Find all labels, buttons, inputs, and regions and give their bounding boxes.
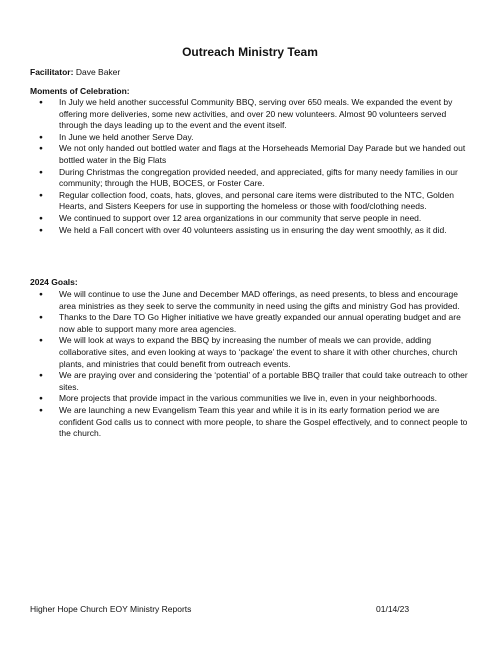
list-item: ● We are launching a new Evangelism Team this year and while it is in its early formation period we are confident God calls us to connect with more people, to share the Gospel effectively, and to connect people to the church. bbox=[30, 405, 470, 440]
goals-list bbox=[30, 289, 470, 440]
footer-left: Higher Hope Church EOY Ministry Reports bbox=[30, 604, 192, 614]
facilitator-label: Facilitator: bbox=[30, 67, 74, 77]
list-item: ● During Christmas the congregation provided needed, and appreciated, gifts for many needy families in our community; through the HUB, BOCES, or Foster Care. bbox=[30, 167, 470, 190]
facilitator-line bbox=[30, 67, 120, 77]
list-item: ● Thanks to the Dare TO Go Higher initiative we have greatly expanded our annual operating budget and are now able to support many more area agencies. bbox=[30, 312, 470, 335]
page-title: Outreach Ministry Team bbox=[182, 45, 318, 59]
facilitator-name: Dave Baker bbox=[75, 67, 121, 77]
list-item: ● Regular collection food, coats, hats, gloves, and personal care items were distributed to the NTC, Golden Hearts, and Sisters Keepers for use in supporting the homeless or those with food/clothing needs. bbox=[30, 190, 470, 213]
list-item: ● We held a Fall concert with over 40 volunteers assisting us in ensuring the day went smoothly, as it did. bbox=[30, 225, 470, 237]
list-item: ● More projects that provide impact in the various communities we live in, even in your neighborhoods. bbox=[30, 393, 470, 405]
list-item: ● In June we held another Serve Day. bbox=[30, 132, 470, 144]
goals-heading: 2024 Goals: bbox=[30, 277, 78, 287]
list-item: ● We not only handed out bottled water and flags at the Horseheads Memorial Day Parade but we handed out bottled water in the Big Flats bbox=[30, 143, 470, 166]
list-item: ● In July we held another successful Community BBQ, serving over 650 meals. We expanded the event by offering more deliveries, some new activities, and over 20 new volunteers. Almost 90 volunteers served through the days leading up to the event and the event itself. bbox=[30, 97, 470, 132]
celebration-heading: Moments of Celebration: bbox=[30, 86, 130, 96]
list-item: ● We continued to support over 12 area organizations in our community that serve people in need. bbox=[30, 213, 470, 225]
footer-date: 01/14/23 bbox=[376, 604, 410, 614]
celebration-list bbox=[30, 97, 470, 236]
list-item: ● We will continue to use the June and December MAD offerings, as need presents, to bless and encourage area ministries as they seek to serve the community in need using the gifts and ministry God has provided. bbox=[30, 289, 470, 312]
list-item: ● We are praying over and considering the ‘potential’ of a portable BBQ trailer that could take outreach to other sites. bbox=[30, 370, 470, 393]
list-item: ● We will look at ways to expand the BBQ by increasing the number of meals we can provide, adding collaborative sites, and even looking at ways to ‘package’ the event to share it with other churches, church plants, and ministries that could benefit from outreach events. bbox=[30, 335, 470, 370]
